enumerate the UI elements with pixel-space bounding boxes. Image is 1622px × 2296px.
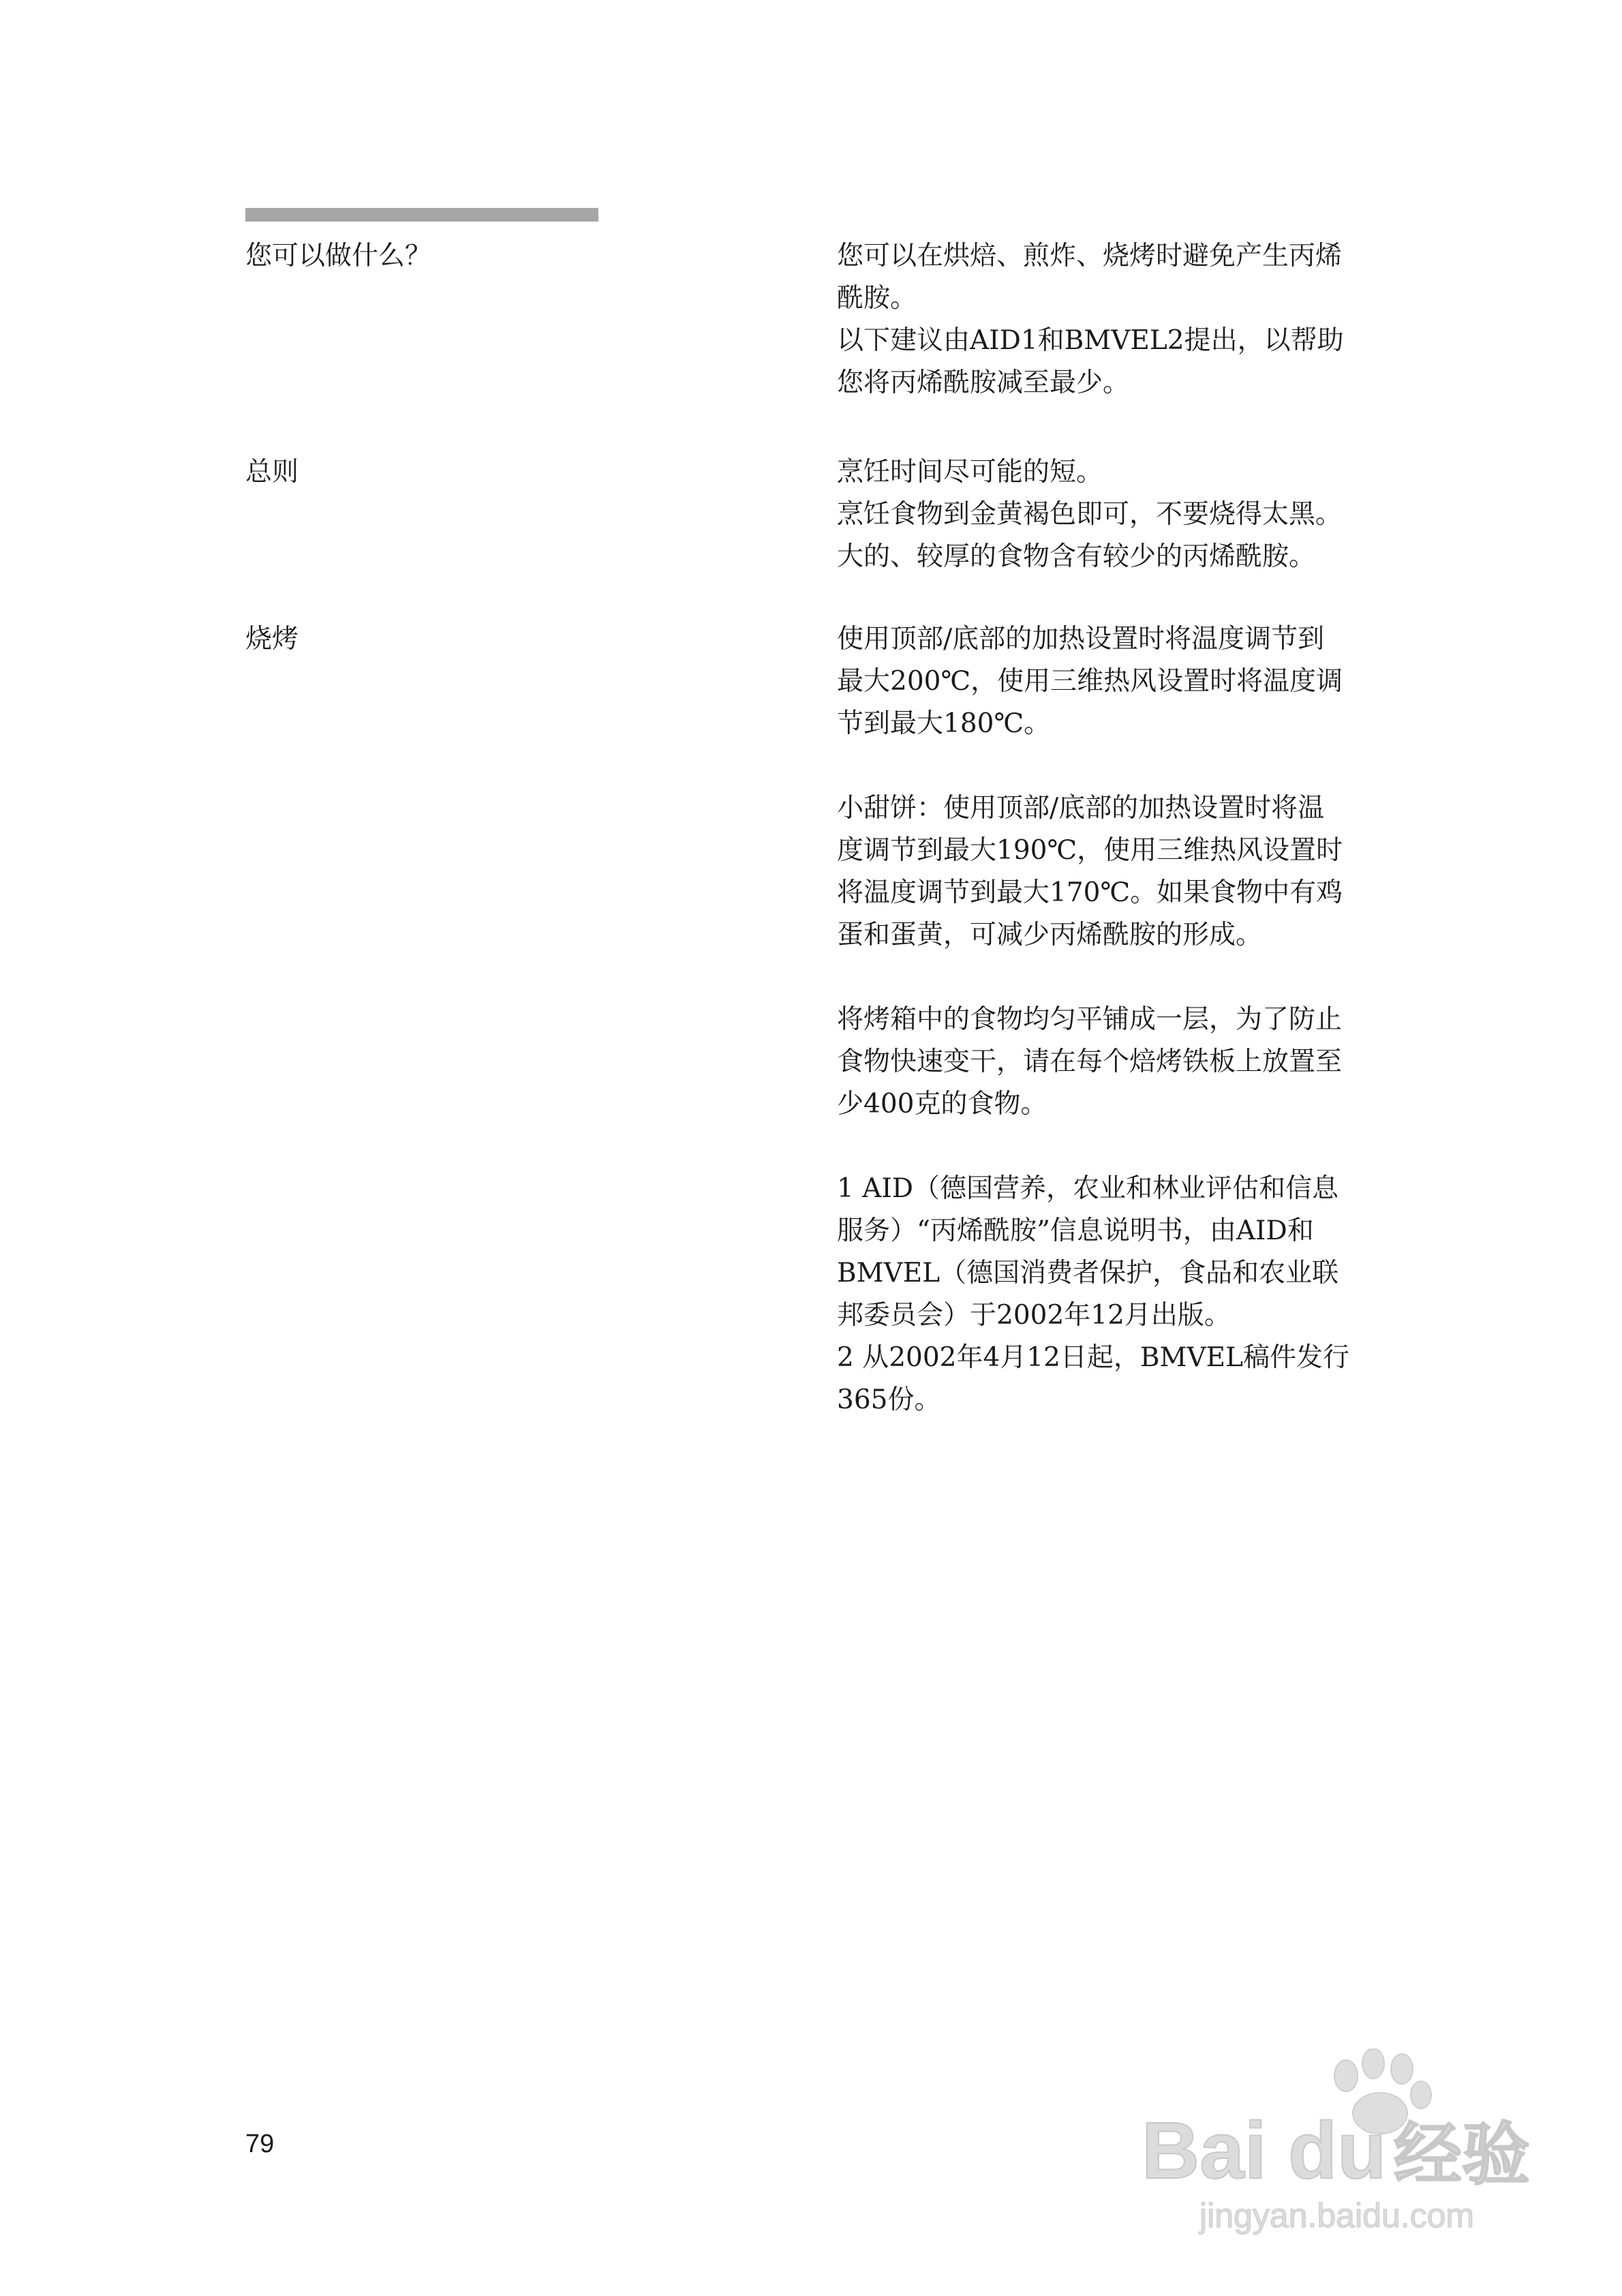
text-line: 大的、较厚的食物含有较少的丙烯酰胺。 — [837, 541, 1316, 572]
section-body — [837, 618, 1396, 1421]
paragraph-temperature — [837, 618, 1396, 745]
page-number: 79 — [245, 2130, 275, 2158]
footnote-line: 服务）“丙烯酰胺”信息说明书，由AID和 — [837, 1215, 1314, 1246]
text-line: 少400克的食物。 — [837, 1089, 1047, 1119]
text-line: 使用顶部/底部的加热设置时将温度调节到 — [837, 624, 1325, 654]
text-line: 节到最大180℃。 — [837, 708, 1051, 739]
section-body — [837, 451, 1396, 578]
paragraph-footnotes — [837, 1168, 1396, 1421]
paragraph-cookies — [837, 787, 1396, 956]
text-line: 最大200℃，使用三维热风设置时将温度调 — [837, 666, 1343, 697]
text-line: 烹饪食物到金黄褐色即可，不要烧得太黑。 — [837, 499, 1343, 530]
text-line: 将温度调节到最大170℃。如果食物中有鸡 — [837, 877, 1343, 908]
text-line: 酰胺。 — [837, 283, 917, 314]
text-line: 以下建议由AID1和BMVEL2提出，以帮助 — [837, 325, 1344, 356]
text-line: 您将丙烯酰胺减至最少。 — [837, 367, 1130, 398]
text-line: 小甜饼：使用顶部/底部的加热设置时将温 — [837, 793, 1325, 824]
text-line: 蛋和蛋黄，可减少丙烯酰胺的形成。 — [837, 920, 1263, 950]
text-line: 您可以在烘焙、煎炸、烧烤时避免产生丙烯 — [837, 241, 1343, 271]
paragraph — [837, 235, 1396, 404]
watermark-brand: Bai — [1142, 2106, 1267, 2196]
baidu-jingyan-watermark — [1142, 2049, 1537, 2239]
section-body — [837, 235, 1396, 404]
watermark-url: jingyan.baidu.com — [1199, 2196, 1475, 2235]
text-line: 烹饪时间尽可能的短。 — [837, 457, 1103, 487]
section-heading: 总则 — [245, 457, 299, 487]
paragraph-spread-food — [837, 999, 1396, 1126]
footnote-line: BMVEL（德国消费者保护，食品和农业联 — [837, 1258, 1339, 1288]
footnote-line: 1 AID（德国营养，农业和林业评估和信息 — [837, 1173, 1339, 1204]
footnote-line: 2 从2002年4月12日起，BMVEL稿件发行 — [837, 1342, 1350, 1373]
text-line: 将烤箱中的食物均匀平铺成一层，为了防止 — [837, 1004, 1343, 1035]
text-line: 度调节到最大190℃，使用三维热风设置时 — [837, 835, 1343, 866]
section-divider-bar — [245, 208, 598, 222]
section-heading: 烧烤 — [245, 624, 299, 654]
section-heading: 您可以做什么？ — [245, 241, 432, 271]
footnote-line: 邦委员会）于2002年12月出版。 — [837, 1300, 1231, 1331]
watermark-brand-du: du — [1288, 2106, 1387, 2196]
paragraph — [837, 451, 1396, 578]
footnote-line: 365份。 — [837, 1385, 941, 1415]
watermark-jingyan: 经验 — [1394, 2117, 1530, 2193]
text-line: 食物快速变干，请在每个焙烤铁板上放置至 — [837, 1046, 1343, 1077]
